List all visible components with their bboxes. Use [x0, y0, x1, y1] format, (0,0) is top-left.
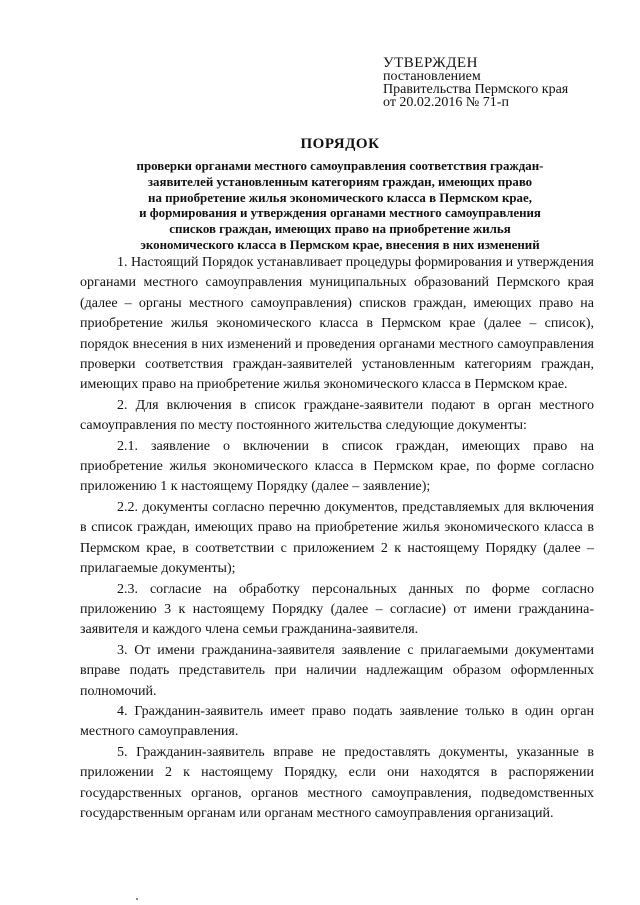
title-line: проверки органами местного самоуправления соответствия граждан- — [136, 159, 544, 173]
paragraph-2: 2. Для включения в список граждане-заявители подают в орган местного самоуправления по месту постоянного жительства следующие документы: — [80, 397, 594, 434]
paragraph-2-2: 2.2. документы согласно перечню документов, представляемых для включения в список граждан, имеющих право на приобретение жилья экономического класса в Пермском крае, в соответствии с приложением 2 к настоящему Порядку (далее – прилагаемые документы); — [80, 499, 594, 577]
paragraph-3: 3. От имени гражданина-заявителя заявление с прилагаемыми документами вправе подать представитель при наличии надлежащим образом оформленных полномочий. — [80, 642, 594, 699]
document-title — [60, 136, 620, 254]
paragraph-4: 4. Гражданин-заявитель имеет право подать заявление только в один орган местного самоуправления. — [80, 703, 594, 740]
title-line: на приобретение жилья экономического класса в Пермском крае, — [148, 190, 532, 205]
title-line: экономического класса в Пермском крае, внесения в них изменений — [140, 237, 540, 252]
title-subtitle — [60, 159, 620, 254]
title-main: ПОРЯДОК — [300, 136, 380, 152]
paragraph-5: 5. Гражданин-заявитель вправе не предоставлять документы, указанные в приложении 2 к настоящему Порядку, если они находятся в распоряжении государственных органов, органов местного самоуправления, подведомственных государственным органам или органам местного самоуправления организаций. — [80, 744, 594, 821]
title-line: заявителей установленным категориям граждан, имеющих право — [147, 174, 533, 189]
approval-line: Правительства Пермского края — [383, 82, 569, 97]
scan-speck — [136, 898, 138, 900]
document-body — [80, 253, 594, 824]
paragraph-2-3: 2.3. согласие на обработку персональных данных по форме согласно приложению 3 к настоящему Порядку (далее – согласие) от имени гражданина-заявителя и каждого члена семьи гражданина-заявителя. — [80, 581, 594, 638]
approval-line: постановлением — [383, 69, 481, 84]
approval-line: от 20.02.2016 № 71-п — [383, 95, 509, 110]
paragraph-1: 1. Настоящий Порядок устанавливает процедуры формирования и утверждения органами местного самоуправления муниципальных образований Пермского края (далее – органы местного самоуправления) списков граждан, имеющих право на приобретение жилья экономического класса в Пермском крае (далее – список), порядок внесения в них изменений и проведения органами местного самоуправления проверки соответствия граждан-заявителей установленным категориям граждан, имеющих право на приобретение жилья экономического класса в Пермском крае. — [80, 255, 594, 393]
approval-heading: УТВЕРЖДЕН — [383, 55, 478, 71]
approval-stamp — [383, 57, 623, 109]
title-line: и формирования и утверждения органами местного самоуправления — [139, 206, 541, 221]
title-line: списков граждан, имеющих право на приобретение жилья — [169, 222, 511, 237]
paragraph-2-1: 2.1. заявление о включении в список граждан, имеющих право на приобретение жилья экономического класса в Пермском крае, по форме согласно приложению 1 к настоящему Порядку (далее – заявление); — [80, 438, 594, 495]
